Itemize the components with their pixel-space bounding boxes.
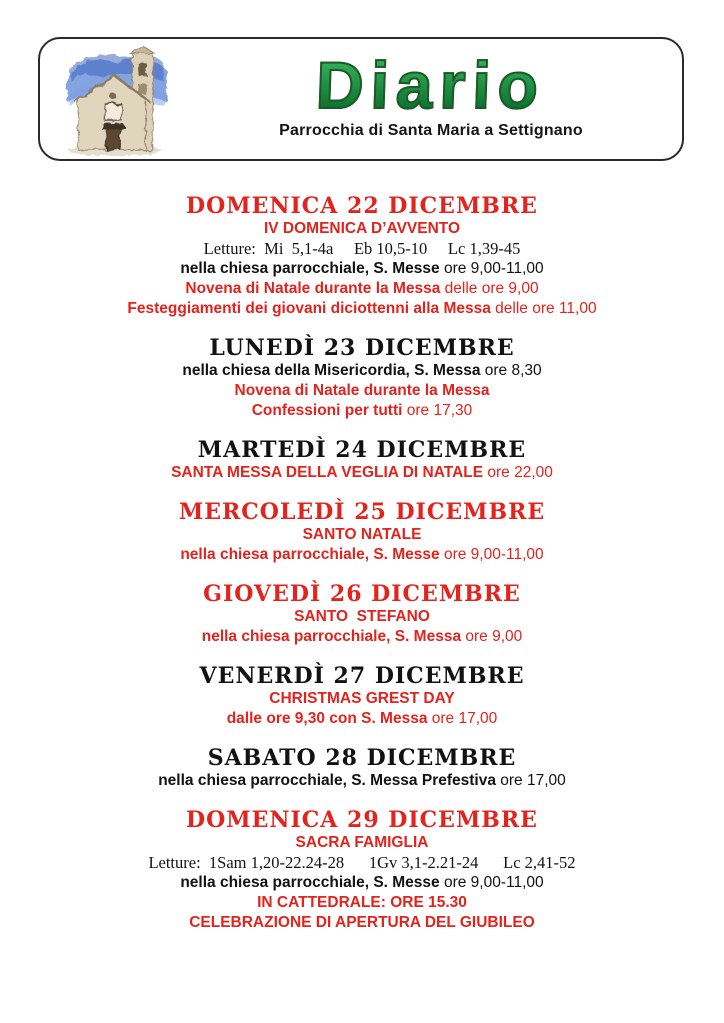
event-line xyxy=(0,299,724,319)
text-part: IN CATTEDRALE: ORE 15.30 xyxy=(257,894,467,911)
text-part: Letture: Mi 5,1-4a Eb 10,5-10 Lc 1,39-45 xyxy=(203,239,521,258)
text-part: SANTO STEFANO xyxy=(294,608,430,625)
text-part: nella chiesa parrocchiale, S. Messe xyxy=(180,546,440,563)
day-section xyxy=(0,194,724,319)
text-part: SANTO NATALE xyxy=(302,526,422,543)
event-line xyxy=(0,401,724,421)
text-part: delle ore 9,00 xyxy=(440,280,539,297)
event-line xyxy=(0,689,724,709)
text-part: nella chiesa parrocchiale, S. Messa Prefestiva xyxy=(158,772,496,789)
text-part: IV DOMENICA D’AVVENTO xyxy=(263,220,461,237)
text-part: nella chiesa parrocchiale, S. Messa xyxy=(201,628,462,645)
day-title: MARTEDÌ 24 DICEMBRE xyxy=(197,437,527,463)
text-part: Novena di Natale durante la Messa xyxy=(185,280,441,297)
church-logo xyxy=(58,42,176,156)
event-line xyxy=(0,463,724,483)
text-part: ore 17,00 xyxy=(495,772,566,789)
day-section xyxy=(0,438,724,483)
event-line xyxy=(0,259,724,279)
day-section xyxy=(0,582,724,647)
text-part: nella chiesa parrocchiale, S. Messe xyxy=(180,874,440,891)
text-part: nella chiesa della Misericordia, S. Messa xyxy=(182,362,481,379)
text-part: ore 8,30 xyxy=(480,362,542,379)
day-title: DOMENICA 29 DICEMBRE xyxy=(186,807,538,833)
event-line xyxy=(0,279,724,299)
event-line xyxy=(0,893,724,913)
text-part: CELEBRAZIONE DI APERTURA DEL GIUBILEO xyxy=(189,914,535,931)
parish-subtitle: Parrocchia di Santa Maria a Settignano xyxy=(279,122,583,139)
text-part: ore 9,00-11,00 xyxy=(439,874,544,891)
event-line xyxy=(0,545,724,565)
event-line xyxy=(0,853,724,873)
text-part: Novena di Natale durante la Messa xyxy=(234,382,490,399)
day-title: DOMENICA 22 DICEMBRE xyxy=(186,193,538,219)
event-line xyxy=(0,913,724,933)
text-part: CHRISTMAS GREST DAY xyxy=(269,690,455,707)
banner-text xyxy=(188,39,674,159)
text-part: ore 9,00 xyxy=(461,628,523,645)
text-part: Letture: 1Sam 1,20-22.24-28 1Gv 3,1-2.21-24 Lc 2,41-52 xyxy=(148,853,576,872)
event-line xyxy=(0,709,724,729)
day-section xyxy=(0,336,724,421)
day-section xyxy=(0,746,724,791)
event-line xyxy=(0,381,724,401)
day-section xyxy=(0,808,724,933)
text-part: ore 9,00-11,00 xyxy=(439,546,544,563)
text-part: ore 22,00 xyxy=(483,464,553,481)
text-part: Confessioni per tutti xyxy=(251,402,403,419)
event-line xyxy=(0,361,724,381)
text-part: ore 17,00 xyxy=(427,710,498,727)
event-line xyxy=(0,771,724,791)
event-line xyxy=(0,239,724,259)
day-section xyxy=(0,664,724,729)
event-line xyxy=(0,833,724,853)
text-part: SANTA MESSA DELLA VEGLIA DI NATALE xyxy=(171,464,484,481)
text-part: ore 17,30 xyxy=(402,402,473,419)
text-part: SACRA FAMIGLIA xyxy=(295,834,429,851)
text-part: Festeggiamenti dei giovani diciottenni alla Messa xyxy=(127,300,491,317)
event-line xyxy=(0,607,724,627)
text-part: ore 9,00-11,00 xyxy=(439,260,544,277)
event-line xyxy=(0,525,724,545)
text-part: nella chiesa parrocchiale, S. Messe xyxy=(180,260,440,277)
day-title: VENERDÌ 27 DICEMBRE xyxy=(199,663,525,689)
day-title: LUNEDÌ 23 DICEMBRE xyxy=(209,335,515,361)
day-title: MERCOLEDÌ 25 DICEMBRE xyxy=(178,499,546,525)
sections xyxy=(0,194,724,950)
day-section xyxy=(0,500,724,565)
event-line xyxy=(0,219,724,239)
event-line xyxy=(0,873,724,893)
text-part: delle ore 11,00 xyxy=(490,300,597,317)
text-part: dalle ore 9,30 con S. Messa xyxy=(226,710,428,727)
header-banner xyxy=(38,37,684,161)
day-title: GIOVEDÌ 26 DICEMBRE xyxy=(203,581,521,607)
event-line xyxy=(0,627,724,647)
page-title: Diario xyxy=(315,48,547,122)
day-title: SABATO 28 DICEMBRE xyxy=(207,745,517,771)
church-watercolor-icon xyxy=(58,42,176,156)
